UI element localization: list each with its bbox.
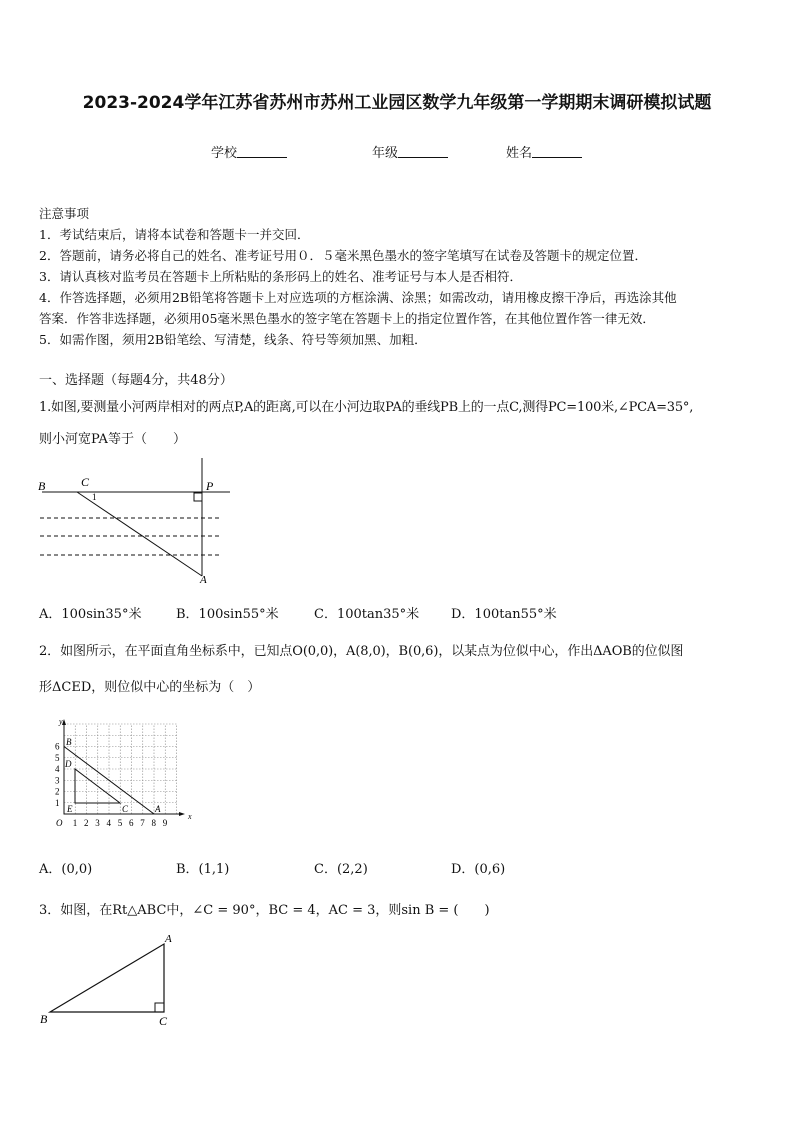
school-field — [211, 142, 287, 161]
x-tick-label: 9 — [162, 818, 168, 828]
x-tick-label: 2 — [84, 818, 89, 828]
q1-option-a[interactable]: A．100sin35°米 — [39, 607, 142, 622]
q1-stem-line1: 1.如图,要测量小河两岸相对的两点P,A的距离,可以在小河边取PA的垂线PB上的一点C,测得PC=100米,∠PCA=35°, — [39, 400, 694, 415]
school-label: 学校 — [211, 146, 238, 161]
angle-1-label: 1 — [92, 492, 97, 502]
y-tick-label: 6 — [55, 741, 60, 752]
y-axis-arrow-icon — [62, 719, 66, 725]
notes-item: 1．考试结束后，请将本试卷和答题卡一并交回． — [39, 227, 310, 242]
y-axis-label: y — [59, 717, 63, 726]
school-blank — [237, 145, 287, 158]
q2-option-a[interactable]: A．(0,0) — [39, 862, 93, 877]
right-angle-mark — [155, 1003, 164, 1012]
y-tick-label: 1 — [55, 797, 60, 808]
y-tick-label: 2 — [55, 786, 60, 797]
y-tick-labels — [55, 742, 60, 808]
x-tick-labels — [73, 818, 168, 828]
label-b: B — [38, 479, 46, 493]
grid — [64, 724, 177, 814]
y-tick-label: 5 — [55, 752, 60, 763]
notes-item: 3．请认真核对监考员在答题卡上所粘贴的条形码上的姓名、准考证号与本人是否相符． — [39, 269, 522, 284]
right-angle-mark — [194, 493, 202, 501]
q1-option-c[interactable]: C．100tan35°米 — [314, 607, 420, 622]
triangle-abc — [50, 944, 164, 1012]
q2-stem-line2: 形ΔCED，则位似中心的坐标为（ ） — [39, 680, 261, 695]
label-p: P — [206, 479, 214, 493]
label-a: A — [200, 574, 207, 586]
point-a-label: A — [155, 804, 161, 814]
q1-option-b[interactable]: B．100sin55°米 — [176, 607, 279, 622]
label-c: C — [81, 475, 90, 489]
origin-label: O — [56, 818, 63, 828]
vertex-c-label: C — [159, 1014, 168, 1028]
grade-label: 年级 — [372, 146, 399, 161]
page-title: 2023-2024学年江苏省苏州市苏州工业园区数学九年级第一学期期末调研模拟试题 — [82, 93, 712, 113]
x-axis-arrow-icon — [179, 812, 185, 816]
notes-section — [39, 203, 677, 350]
segment-ca — [77, 492, 202, 576]
q2-option-c[interactable]: C．(2,2) — [314, 862, 368, 877]
q1-stem-line2: 则小河宽PA等于（ ） — [39, 432, 186, 447]
point-c-label: C — [122, 804, 129, 814]
q3-triangle-figure — [36, 932, 181, 1030]
grade-field — [372, 142, 448, 161]
q3-stem-line1: 3．如图，在Rt△ABC中，∠C = 90°，BC = 4，AC = 3，则sin B = ( ) — [39, 903, 490, 918]
q1-river-figure — [32, 456, 237, 586]
notes-item: 2．答题前，请务必将自己的姓名、准考证号用０．５毫米黑色墨水的签字笔填写在试卷及答题卡的规定位置． — [39, 248, 647, 263]
point-b-label: B — [66, 737, 72, 747]
notes-heading: 注意事项 — [39, 206, 90, 221]
x-tick-label: 5 — [117, 818, 123, 828]
y-tick-label: 3 — [55, 775, 60, 786]
vertex-a-label: A — [165, 933, 172, 945]
notes-item: 答案．作答非选择题，必须用05毫米黑色墨水的签字笔在答题卡上的指定位置作答，在其他位置作答一律无效． — [39, 311, 655, 326]
notes-item: 5．如需作图，须用2B铅笔绘、写清楚，线条、符号等须加黑、加粗． — [39, 332, 427, 347]
y-tick-label: 4 — [55, 764, 60, 774]
x-tick-label: 6 — [129, 818, 134, 828]
x-tick-label: 7 — [140, 818, 145, 828]
name-label: 姓名 — [506, 146, 533, 161]
x-axis-label: x — [188, 812, 192, 821]
vertex-b-label: B — [40, 1012, 48, 1026]
grade-blank — [398, 145, 448, 158]
x-tick-label: 3 — [95, 818, 100, 828]
q2-stem-line1: 2．如图所示，在平面直角坐标系中，已知点O(0,0)，A(8,0)，B(0,6)，以某点为位似中心，作出ΔAOB的位似图 — [39, 644, 684, 659]
point-e-label: E — [67, 804, 73, 814]
section-heading: 一、选择题（每题4分，共48分） — [39, 373, 233, 388]
q2-option-b[interactable]: B．(1,1) — [176, 862, 230, 877]
x-tick-label: 8 — [151, 818, 156, 828]
point-d-label: D — [65, 759, 72, 769]
name-field — [506, 142, 582, 161]
x-tick-label: 1 — [72, 818, 78, 828]
q2-option-d[interactable]: D．(0,6) — [451, 862, 506, 877]
q2-coordinate-figure — [45, 715, 200, 835]
notes-item: 4．作答选择题，必须用2B铅笔将答题卡上对应选项的方框涂满、涂黑；如需改动，请用橡皮擦干净后，再选涂其他 — [39, 290, 677, 305]
q1-option-d[interactable]: D．100tan55°米 — [451, 607, 557, 622]
x-tick-label: 4 — [106, 818, 111, 828]
name-blank — [532, 145, 582, 158]
